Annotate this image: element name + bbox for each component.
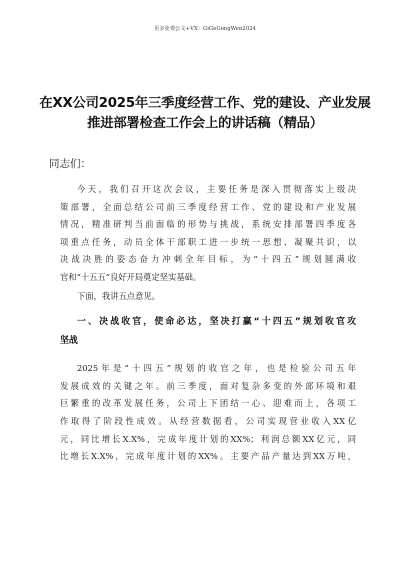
section-heading-1	[60, 313, 356, 351]
paragraph-3-line: 发展成效的关键之年。前三季度，面对复杂多变的外部环境和艰	[60, 380, 356, 391]
header-note: 更多免费公文+VX：GiGeGongWen2024	[153, 26, 257, 32]
section-heading-line: 坚战	[60, 336, 78, 346]
paragraph-2	[60, 288, 356, 306]
paragraph-3	[60, 360, 356, 466]
paragraph-3-line: 作取得了阶段性成效。从经营数据看，公司实现营业收入XX亿	[60, 416, 356, 427]
paragraph-1-line: 官和“十五五”良好开局奠定坚实基础。	[60, 271, 202, 282]
paragraph-1-line: 今天，我们召开这次会议，主要任务是深入贯彻落实上级决	[77, 184, 356, 194]
paragraph-1-line: 情况，精准研判当前面临的形势与挑战，系统安排部署四季度各	[60, 219, 356, 229]
paragraph-3-line: 2025年是“十四五”规划的收官之年，也是检验公司五年	[77, 363, 356, 373]
paragraph-3-line: 巨繁重的改革发展任务，公司上下团结一心、迎难而上，各项工	[60, 398, 356, 409]
paragraph-1-line: 项重点任务，动员全体干部职工进一步统一思想、凝聚共识，以	[60, 236, 356, 247]
paragraph-1-line: 策部署，全面总结公司前三季度经营工作、党的建设和产业发展	[60, 201, 356, 212]
document-title-line-1: 在XX公司2025年三季度经营工作、党的建设、产业发展	[39, 96, 371, 111]
paragraph-3-line: 元，同比增长X.X%，完成年度计划的XX%；利润总额XX亿元，同	[60, 433, 356, 444]
document-title-line-2: 推进部署检查工作会上的讲话稿（精品）	[87, 116, 323, 131]
section-heading-line: 一、决战收官，使命必达，坚决打赢“十四五”规划收官攻	[77, 317, 356, 327]
paragraph-3-line: 比增长X.X%，完成年度计划的XX%。主要产品产量达到XX万吨，	[60, 451, 356, 462]
paragraph-2-line: 下面，我讲五点意见。	[77, 291, 160, 301]
salutation: 同志们：	[49, 158, 91, 170]
paragraph-1-line: 决战决胜的姿态奋力冲刺全年目标，为“十四五”规划圆满收	[60, 254, 356, 264]
paragraph-1	[60, 181, 356, 286]
